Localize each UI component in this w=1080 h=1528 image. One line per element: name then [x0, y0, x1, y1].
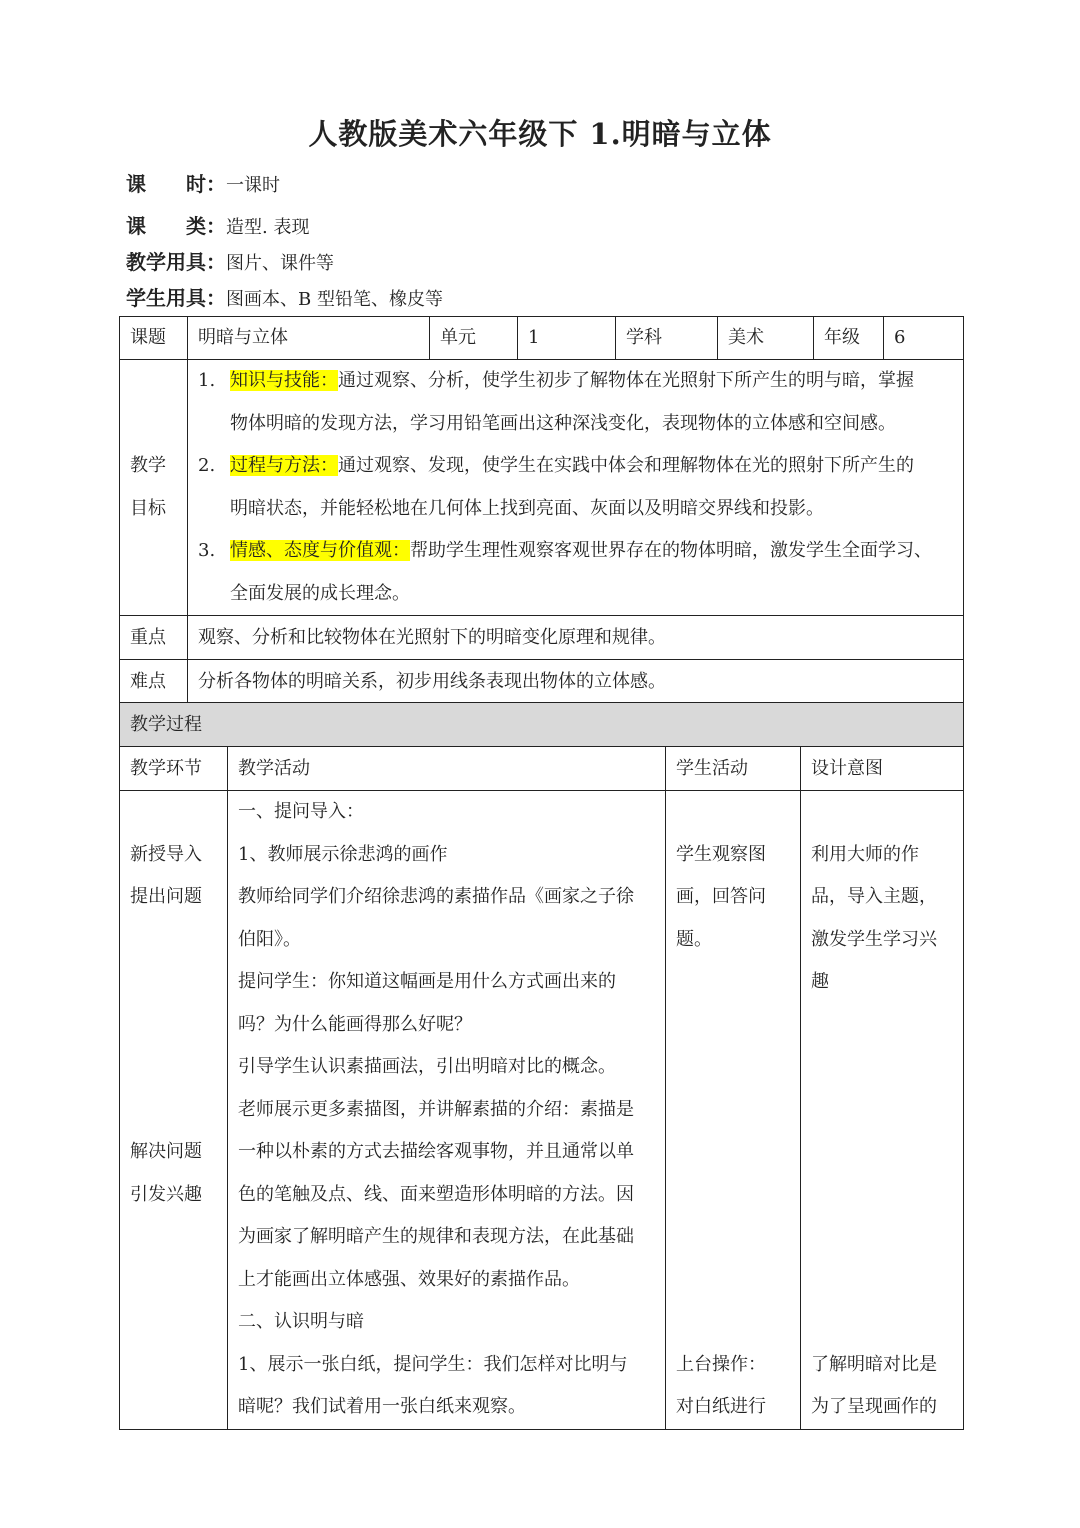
stage-line: 提出问题 [130, 886, 202, 907]
activity-line: 引导学生认识素描画法，引出明暗对比的概念。 [238, 1056, 616, 1077]
header-stage: 教学环节 [120, 747, 228, 791]
student-line: 画，回答问 [676, 886, 766, 907]
meta-key: 课 类： [126, 214, 226, 238]
meta-value: 一课时 [226, 175, 280, 196]
activity-line: 为画家了解明暗产生的规律和表现方法，在此基础 [238, 1226, 634, 1247]
process-heading: 教学过程 [120, 703, 964, 747]
intent-line: 品，导入主题， [811, 886, 937, 907]
intent-line: 趣 [811, 971, 829, 992]
topic-value: 明暗与立体 [188, 317, 430, 360]
unit-value: 1 [518, 317, 616, 360]
stage-line: 新授导入 [130, 843, 202, 865]
goals-row [120, 360, 964, 616]
header-intent: 设计意图 [801, 747, 964, 791]
student-line: 对白纸进行 [676, 1396, 766, 1417]
unit-label: 单元 [430, 317, 518, 360]
goals-content [188, 360, 964, 616]
goal-text-cont: 全面发展的成长理念。 [230, 582, 410, 604]
intent-line: 激发学生学习兴 [811, 928, 937, 950]
grade-label: 年级 [814, 317, 884, 360]
goal-text-cont: 明暗状态，并能轻松地在几何体上找到亮面、灰面以及明暗交界线和投影。 [230, 497, 824, 519]
document-title: 人教版美术六年级下 1.明暗与立体 [308, 117, 772, 151]
meta-value: 图画本、B 型铅笔、橡皮等 [226, 289, 443, 310]
header-student: 学生活动 [666, 747, 801, 791]
process-row [120, 791, 964, 1430]
activity-line: 吗？为什么能画得那么好呢？ [238, 1013, 472, 1035]
meta-value: 图片、课件等 [226, 253, 334, 274]
activity-line: 一种以朴素的方式去描绘客观事物，并且通常以单 [238, 1141, 634, 1162]
activity-line: 1、教师展示徐悲鸿的画作 [238, 843, 448, 865]
key-point-row [120, 616, 964, 660]
meta-key: 教学用具： [126, 250, 226, 274]
activity-line: 色的笔触及点、线、面来塑造形体明暗的方法。因 [238, 1183, 634, 1205]
goal-tag: 过程与方法： [230, 455, 338, 476]
subject-label: 学科 [616, 317, 718, 360]
stage-cell [120, 791, 228, 1430]
activity-line: 伯阳》。 [238, 928, 301, 950]
difficulty-text: 分析各物体的明暗关系，初步用线条表现出物体的立体感。 [188, 660, 964, 704]
meta-key: 学生用具： [126, 286, 226, 310]
goals-label-line: 目标 [130, 497, 166, 519]
activity-line: 1、展示一张白纸，提问学生：我们怎样对比明与 [238, 1353, 628, 1375]
meta-lesson-type [126, 210, 309, 239]
intent-line: 了解明暗对比是 [811, 1353, 937, 1375]
goal-tag: 知识与技能： [230, 370, 338, 391]
stage-line: 引发兴趣 [130, 1183, 202, 1205]
goal-item [198, 360, 953, 445]
goal-text: 通过观察、分析，使学生初步了解物体在光照射下所产生的明与暗，掌握 [338, 370, 914, 391]
student-activity-cell [666, 791, 801, 1430]
header-activity: 教学活动 [228, 747, 666, 791]
difficulty-label: 难点 [120, 660, 188, 704]
lesson-info-table [119, 316, 964, 704]
difficulty-row [120, 660, 964, 704]
topic-label: 课题 [120, 317, 188, 360]
goal-item [198, 445, 953, 530]
student-line: 学生观察图 [676, 843, 766, 865]
activity-line: 提问学生：你知道这幅画是用什么方式画出来的 [238, 971, 616, 992]
goal-number: 1. [198, 370, 216, 391]
goal-item [198, 530, 953, 615]
activity-line: 暗呢？我们试着用一张白纸来观察。 [238, 1396, 526, 1417]
meta-student-tools [126, 282, 443, 311]
goal-text-cont: 物体明暗的发现方法，学习用铅笔画出这种深浅变化，表现物体的立体感和空间感。 [230, 412, 896, 434]
goal-text: 帮助学生理性观察客观世界存在的物体明暗，激发学生全面学习、 [410, 540, 932, 561]
key-point-label: 重点 [120, 616, 188, 660]
intent-line: 利用大师的作 [811, 843, 919, 865]
meta-lesson-hours [126, 168, 280, 197]
goal-text: 通过观察、发现，使学生在实践中体会和理解物体在光的照射下所产生的 [338, 455, 914, 476]
goal-tag: 情感、态度与价值观： [230, 540, 410, 561]
activity-line: 教师给同学们介绍徐悲鸿的素描作品《画家之子徐 [238, 886, 634, 907]
teaching-process-table [119, 702, 964, 1430]
activity-line: 一、提问导入： [238, 801, 364, 822]
process-header-row [120, 747, 964, 791]
activity-line: 老师展示更多素描图，并讲解素描的介绍：素描是 [238, 1098, 634, 1120]
intent-line: 为了呈现画作的 [811, 1396, 937, 1417]
meta-value: 造型. 表现 [226, 217, 310, 238]
intent-cell [801, 791, 964, 1430]
grade-value: 6 [884, 317, 964, 360]
key-point-text: 观察、分析和比较物体在光照射下的明暗变化原理和规律。 [188, 616, 964, 660]
process-heading-row [120, 703, 964, 747]
goal-number: 3. [198, 540, 216, 561]
activity-line: 上才能画出立体感强、效果好的素描作品。 [238, 1268, 580, 1290]
activity-line: 二、认识明与暗 [238, 1311, 364, 1332]
goals-label-line: 教学 [130, 455, 166, 476]
stage-line: 解决问题 [130, 1141, 202, 1162]
meta-teaching-tools [126, 246, 334, 275]
meta-key: 课 时： [126, 172, 226, 196]
info-row [120, 317, 964, 360]
goal-number: 2. [198, 455, 216, 476]
activity-cell [228, 791, 666, 1430]
student-line: 上台操作： [676, 1353, 766, 1375]
goals-label [120, 360, 188, 616]
subject-value: 美术 [718, 317, 814, 360]
student-line: 题。 [676, 928, 712, 950]
